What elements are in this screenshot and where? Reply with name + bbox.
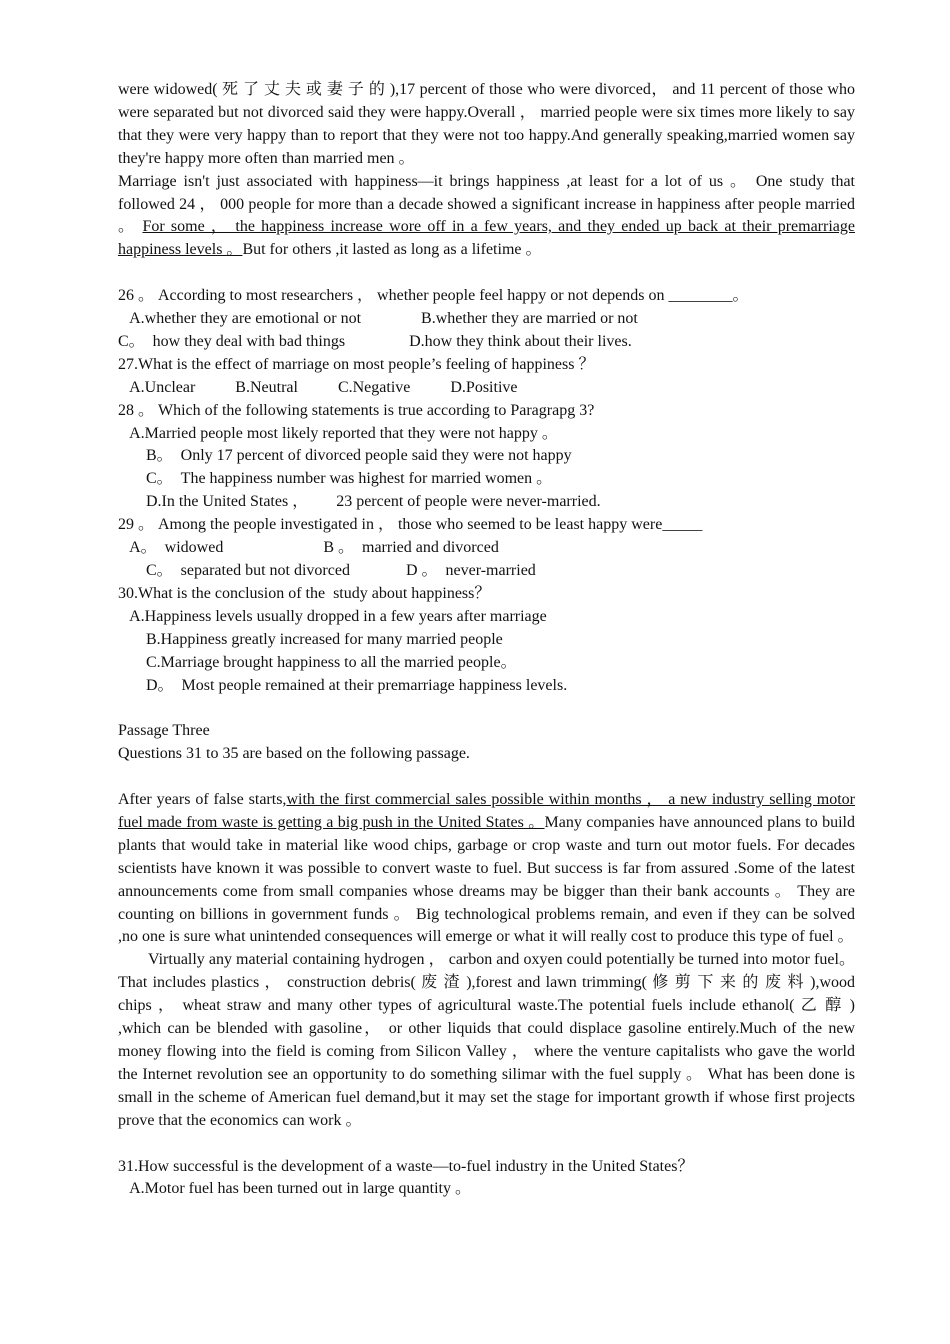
p1-start: After years of false starts,: [118, 791, 287, 809]
passage2-paragraph-a: were widowed( 死 了 丈 夫 或 妻 子 的 ),17 percent of those who were divorced， and 11 percent of those who were separated but not divorced said they were happy.Overall ， married people were six times more likely to say that they were very happy than to report that they were not too happy.And generally speaking,married women say they're happy more often than married men 。: [118, 81, 855, 167]
question-stem: 29 。 Among the people investigated in ， those who seemed to be least happy were_____: [118, 516, 703, 534]
question-stem: 28 。 Which of the following statements is true according to Paragrapg 3?: [118, 401, 595, 419]
option-line: D.In the United States ， 23 percent of people were never-married.: [118, 493, 601, 511]
option-line: C。 separated but not divorced D 。 never-married: [118, 562, 536, 580]
option-line: A.Happiness levels usually dropped in a few years after marriage: [118, 607, 547, 625]
underlined-sentence: with the first commercial sales possible within months ， a new industry selling motor fuel made from waste is getting a big push in the United States 。: [118, 791, 855, 831]
question-stem: 30.What is the conclusion of the study about happiness？: [118, 584, 491, 602]
option-line: A.whether they are emotional or not B.whether they are married or not: [118, 310, 638, 328]
passage3-paragraph-2: Virtually any material containing hydrogen ， carbon and oxyen could potentially be turned into motor fuel。 That includes plastics ， construction debris( 废 渣 ),forest and lawn trimming( 修 剪 下 来 的 废 料 ),wood chips ， wheat straw and many other types of agricultural waste.The potential fuels include ethanol( 乙 醇 ) ,which can be blended with gasoline， or other liquids that could displace gasoline entirely.Much of the new money flowing into the field is coming from Silicon Valley ， where the venture capitalists who gave the world the Internet revolution see an opportunity to do something silimar with the fuel supply 。 What has been done is small in the scheme of American fuel demand,but it may set the stage for important growth if whose first projects prove that the economics can work 。: [118, 951, 856, 1129]
paragraph-b-start: Marriage isn't just associated with happiness—it brings happiness ,at least for a lot of us 。 One study that followed 24 ， 000 people for more than a decade showed a significant increase in happiness after people married 。: [118, 172, 855, 236]
option-line: A。 widowed B 。 married and divorced: [118, 539, 499, 557]
option-line: C.Marriage brought happiness to all the married people。: [118, 653, 517, 671]
option-line: C。 how they deal with bad things D.how they think about their lives.: [118, 332, 632, 350]
option-line: C。 The happiness number was highest for married women 。: [118, 470, 553, 488]
question-stem: 26 。 According to most researchers ， whether people feel happy or not depends on ________。: [118, 287, 749, 305]
question-31: [118, 1156, 855, 1202]
passage3-paragraph-1: [118, 789, 855, 949]
document-body: [118, 79, 855, 1201]
question-stem: 27.What is the effect of marriage on most people’s feeling of happiness ？: [118, 355, 595, 373]
option-line: A.Unclear B.Neutral C.Negative D.Positive: [118, 378, 518, 396]
question-28: [118, 400, 855, 515]
paragraph-b-end: But for others ,it lasted as long as a lifetime 。: [242, 241, 542, 259]
question-stem: 31.How successful is the development of a waste—to-fuel industry in the United States？: [118, 1157, 694, 1175]
option-line: A.Married people most likely reported that they were not happy 。: [118, 424, 558, 442]
passage2-paragraph-b: [118, 171, 855, 263]
underlined-sentence: For some ， the happiness increase wore off in a few years, and they ended up back at their premarriage happiness levels 。: [118, 218, 855, 259]
question-26: [118, 285, 855, 354]
option-line: A.Motor fuel has been turned out in large quantity 。: [118, 1180, 471, 1198]
p1-end: Many companies have announced plans to build plants that would take in material like wood chips, garbage or crop waste and turn out motor fuels. For decades scientists have known it was possible to convert waste to fuel. But success is far from assured .Some of the latest announcements come from small companies whose dreams may be bigger than their bank accounts 。 They are counting on billions in government funds 。 Big technological problems remain, and even if they can be solved ,no one is sure what unintended consequences will emerge or what it will really cost to produce this type of fuel 。: [118, 813, 855, 946]
option-line: B。 Only 17 percent of divorced people said they were not happy: [118, 447, 572, 465]
question-30: [118, 583, 855, 698]
passage3-instructions: Questions 31 to 35 are based on the following passage.: [118, 745, 470, 763]
question-27: [118, 354, 855, 400]
option-line: D。 Most people remained at their premarriage happiness levels.: [118, 676, 568, 694]
option-line: B.Happiness greatly increased for many married people: [118, 630, 503, 648]
passage3-title: Passage Three: [118, 722, 210, 740]
question-29: [118, 514, 855, 583]
